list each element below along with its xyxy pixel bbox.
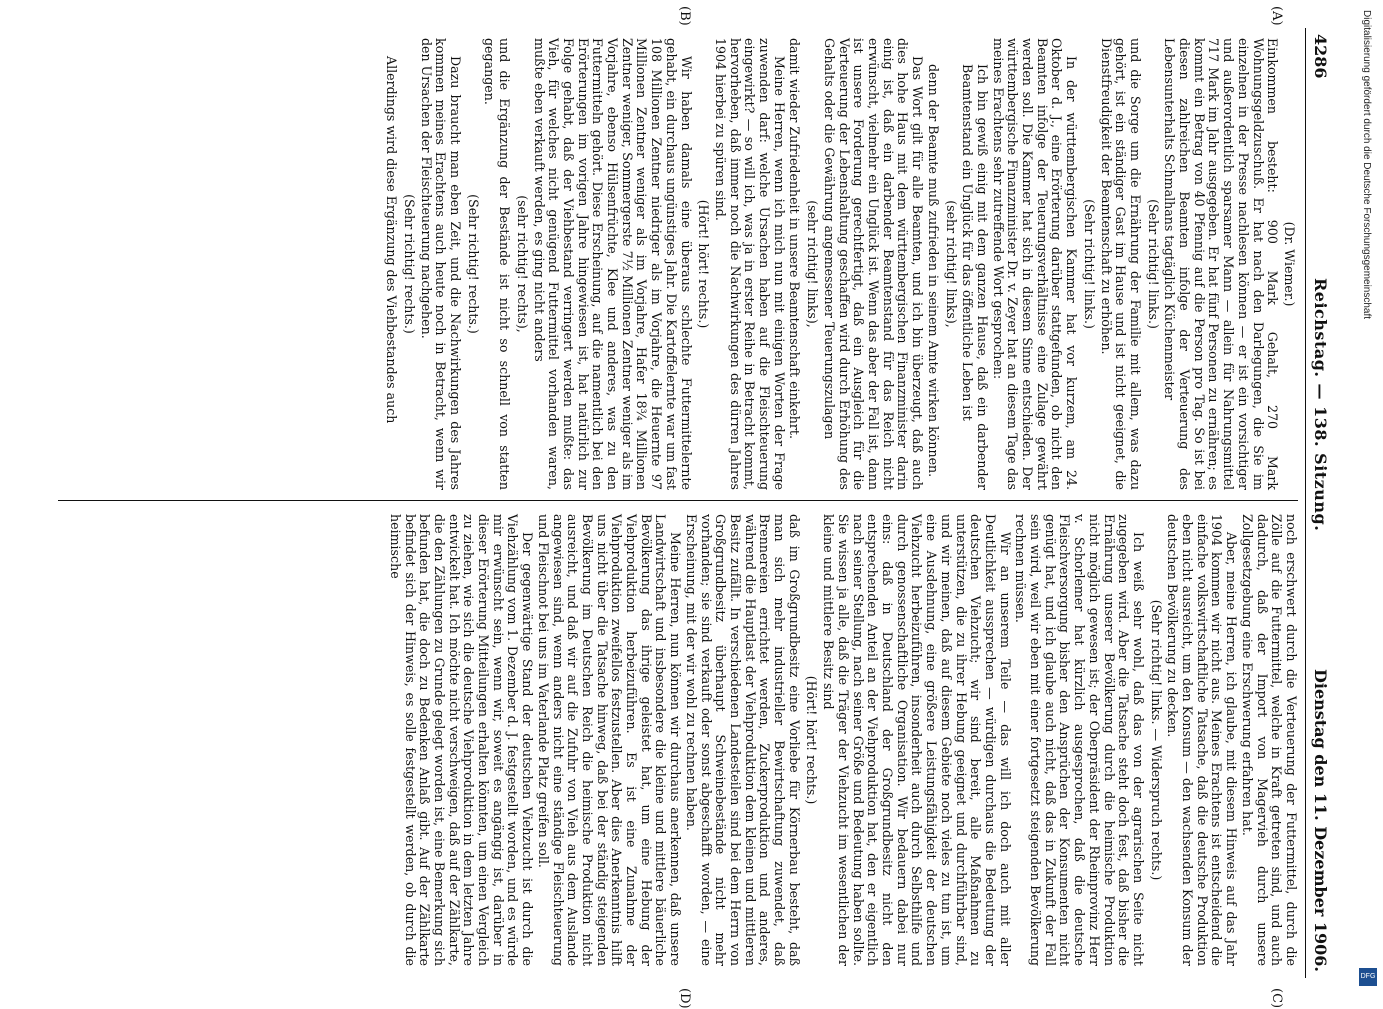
paragraph: Allerdings wird diese Ergänzung des Viehbestandes auch: [384, 56, 400, 424]
left-column: [383, 38, 1298, 490]
paragraph: und die Sorge um die Ernährung der Familie mit allem, was dazu gehört, ist ein ständiger Gast im Hause und ist nicht geeignet, die Dienstfreudigkeit der Beamtenschaft zu erhöhen.: [1098, 38, 1143, 490]
paragraph: damit wieder Zufriedenheit in unsere Beamtenschaft einkehrt.: [787, 38, 803, 439]
reaction: (sehr richtig! links),: [805, 200, 821, 328]
reaction: (Sehr richtig! links. — Widerspruch rechts.): [1148, 599, 1164, 881]
reaction: (sehr richtig! rechts),: [514, 195, 530, 333]
running-header: [1305, 28, 1332, 978]
paragraph: und die Ergänzung der Bestände ist nicht so schnell von statten gegangen.: [482, 38, 513, 490]
paragraph: Das Wort gilt für alle Beamten, und ich bin überzeugt, daß auch dies hohe Haus mit dem württembergischen Finanzminister darin einig ist, daß ein darbender Beamtenstand für das Reich nicht erwünscht, vielmehr ein Unglück ist. Wenn das aber der Fall ist, dann ist unsere Forderung gerechtfertigt, daß ein Ausgleich für die Verteuerung der Lebenshaltung geschaffen wird durch Erhöhung des Gehalts oder die Gewährung angemessener Teuerungszulagen: [821, 38, 926, 490]
paragraph: daß im Großgrundbesitz eine Vorliebe für Körnerbau besteht, daß man sich mehr industrieller Bewirtschaftung zuwendet, daß Brennereien errichtet werden, Zuckerproduktion und anderes, während die Hauptlast der Viehproduktion dem kleinen und mittleren Besitz zufällt. In verschiedenen Landesteilen sind bei dem Herrn von Großgrundbesitz überhaupt Schweinebestände nicht mehr vorhanden; sie sind verkauft oder sonst abgeschafft worden, — eine Erscheinung, mit der wir wohl zu rechnen haben.: [683, 514, 802, 966]
reaction: (Sehr richtig! rechts.): [401, 194, 417, 334]
margin-letter-d: (D): [677, 988, 692, 1009]
paragraph: In der württembergischen Kammer hat vor kurzem, am 24. Oktober d. J., eine Erörterung darüber stattgefunden, ob nicht den Beamten infolge der Teuerungsverhältnisse eine Zulage gewährt werden soll. Die Kammer hat sich in diesem Sinne entschieden. Der württembergische Finanzminister Dr. v. Zeyer hat an diesem Tage das meines Erachtens sehr zutreffende Wort gesprochen:: [990, 38, 1080, 490]
header-session: Reichstag. — 138. Sitzung.: [1311, 278, 1330, 532]
reaction: (Sehr richtig! links.): [1145, 199, 1161, 329]
page-number: 4286: [1311, 34, 1330, 79]
paragraph: Wir haben damals eine überaus schlechte Futtermittelernte gehabt, ein durchaus ungünstiges Jahr. Die Kartoffelernte war um fast 108 Millionen Zentner niedriger als im Vorjahre, die Heuernte 97 Millionen Zentner weniger als im Vorjahre, Hafer 18¾ Millionen Zentner weniger, Sommergerste 7½ Millionen Zentner weniger als im Vorjahre, ebenso Hülsenfrüchte, Klee und anderes, was zu den Futtermitteln gehört. Diese Erscheinung, auf die namentlich bei den Erörterungen im vorigen Jahre hingewiesen ist, hat natürlich zur Folge gehabt, daß der Viehbestand verringert werden mußte: das Vieh, für welches nicht genügend Futtermittel vorhanden waren, mußte eben verkauft werden, es ging nicht anders: [531, 38, 694, 490]
reaction: (Hört! hört! rechts.): [804, 675, 820, 805]
reaction: (Sehr richtig! rechts.): [465, 194, 481, 334]
dfg-logo: DFG: [1359, 968, 1377, 986]
margin-letter-c: (C): [1269, 988, 1284, 1009]
paragraph: Aber, meine Herren, ich glaube, mit diesem Hinweis auf das Jahr 1904 kommen wir nicht aus. Meines Erachtens ist entscheidend die einfache volkswirtschaftliche Tatsache, daß die deutsche Produktion eben nicht ausreicht, um den Konsum — den wachsenden Konsum der deutschen Bevölkerung zu decken.: [1165, 514, 1240, 966]
header-date: Dienstag den 11. Dezember 1906.: [1311, 669, 1330, 972]
reaction: (sehr richtig! links),: [943, 200, 959, 328]
document-page: [52, 6, 1332, 1009]
right-column: [386, 514, 1298, 966]
quote: denn der Beamte muß zufrieden in seinem Amte wirken können.: [925, 64, 941, 478]
credit-text: Digitalisierung gefördert durch die Deutsche Forschungsgemeinschaft: [1361, 10, 1372, 320]
quote: Ich bin gewiß einig mit dem ganzen Hause, daß ein darbender Beamtenstand ein Unglück für das öffentliche Leben ist: [960, 64, 990, 490]
margin-letter-a: (A): [1269, 6, 1284, 26]
speaker-label: (Dr. Wiemer.): [1282, 221, 1297, 307]
paragraph: noch erschwert durch die Verteuerung der Futtermittel, durch die Zölle auf die Futtermittel, welche in Kraft getreten sind, und auch dadurch, daß der Import von Magervieh durch unsere Zollgesetzgebung eine Erschwerung erfahren hat.: [1239, 514, 1299, 966]
paragraph: Dazu braucht man eben Zeit, und die Nachwirkungen des Jahres kommen meines Erachtens auch heute noch in Betracht, wenn wir den Ursachen der Fleischteuerung nachgehen.: [418, 38, 464, 490]
column-divider: [58, 500, 1298, 501]
paragraph: Ich weiß sehr wohl, daß das von der agrarischen Seite nicht zugegeben wird. Aber die Tatsache steht doch fest, daß bisher die Ernährung unserer Bevölkerung durch die heimische Produktion nicht möglich gewesen ist; der Oberpräsident der Rheinprovinz Herr v. Schorlemer hat kürzlich ausgesprochen, daß die deutsche Fleischversorgung bisher den Ansprüchen der Konsumenten nicht genügt hat, und ich glaube auch nicht, daß das in Zukunft der Fall sein wird, weil wir eben mit einer fortgesetzt steigenden Bevölkerung rechnen müssen.: [1013, 514, 1146, 966]
paragraph: Meine Herren, nun können wir durchaus anerkennen, daß unsere Landwirtschaft und insbesondere die kleine und mittlere bäuerliche Bevölkerung das ihrige geleistet hat, um eine Hebung der Viehproduktion herbeizuführen. Es ist eine Zunahme der Viehproduktion zweifellos festzustellen. Aber dies Anerkenntnis hilft uns nicht über die Tatsache hinweg, daß bei der ständig steigenden Bevölkerung im Deutschen Reich die heimische Produktion nicht ausreicht, und daß wir auf die Zufuhr von Vieh aus dem Auslande angewiesen sind, wenn anders nicht eine ständige Fleischteuerung und Fleischnot bei uns im Vaterlande Platz greifen soll.: [535, 514, 684, 966]
paragraph: Der gegenwärtige Stand der deutschen Viehzucht ist durch die Viehzählung vom 1. Dezember d. J. festgestellt worden, und es würde mir erwünscht sein, wenn wir, soweit es angängig ist, darüber in dieser Erörterung Mitteilungen erhalten könnten, um einen Vergleich zu ziehen, wie sich die deutsche Viehproduktion in dem letzten Jahre entwickelt hat. Ich möchte nicht verschweigen, daß auf der Zählkarte, die den Zählungen zu Grunde gelegt worden ist, eine Bemerkung sich befunden hat, die doch zu Bedenken Anlaß gibt. Auf der Zählkarte befindet sich der Hinweis, es solle festgestellt werden, ob durch die heimische: [387, 514, 536, 966]
paragraph: Einkommen besteht: 900 Mark Gehalt, 270 Mark Wohnungsgeldzuschuß. Er hat nach den Darlegungen, die Sie im einzelnen in der Presse nachlesen können — er ist ein vorsichtiger und außerordentlich sparsamer Mann — allein für Nahrungsmittel 717 Mark im Jahr ausgegeben. Er hat fünf Personen zu ernähren; es kommt ein Betrag von 40 Pfennig auf die Person pro Tag. So ist bei diesen zahlreichen Beamten infolge der Verteuerung des Lebensunterhalts Schmalhans tagtäglich Küchenmeister: [1162, 38, 1281, 490]
margin-letter-b: (B): [677, 6, 692, 26]
digitization-credit: [1358, 10, 1378, 990]
paragraph: Meine Herren, wenn ich mich nun mit einigen Worten der Frage zuwenden darf: welche Ursachen haben auf die Fleischteuerung eingewirkt? — so will ich, was ja in erster Reihe in Betracht kommt, hervorheben, daß immer noch die Nachwirkungen des dürren Jahres 1904 hierbei zu spüren sind.: [712, 38, 787, 490]
reaction: (Sehr richtig! links.): [1081, 199, 1097, 329]
reaction: (Hört! hört! rechts.): [696, 199, 712, 329]
paragraph: Wir an unserem Teile — das will ich doch auch mit aller Deutlichkeit aussprechen — würdigen durchaus die Bedeutung der deutschen Viehzucht; wir sind bereit, alle Maßnahmen zu unterstützen, die zu ihrer Hebung geeignet und durchführbar sind, und wir meinen, daß auf diesem Gebiete noch vieles zu tun ist, um eine Ausdehnung, eine größere Leistungsfähigkeit der deutschen Viehzucht herbeizuführen, insonderheit auch durch Selbsthilfe und durch genossenschaftliche Organisation. Wir bedauern dabei nur eins: daß in Deutschland der Großgrundbesitz nicht den entsprechenden Anteil an der Viehproduktion hat, den er eigentlich nach seiner Stellung, nach seiner Größe und Bedeutung haben sollte. Sie wissen ja alle, daß die Träger der Viehzucht im wesentlichen der kleine und mittlere Besitz sind: [821, 514, 1013, 966]
